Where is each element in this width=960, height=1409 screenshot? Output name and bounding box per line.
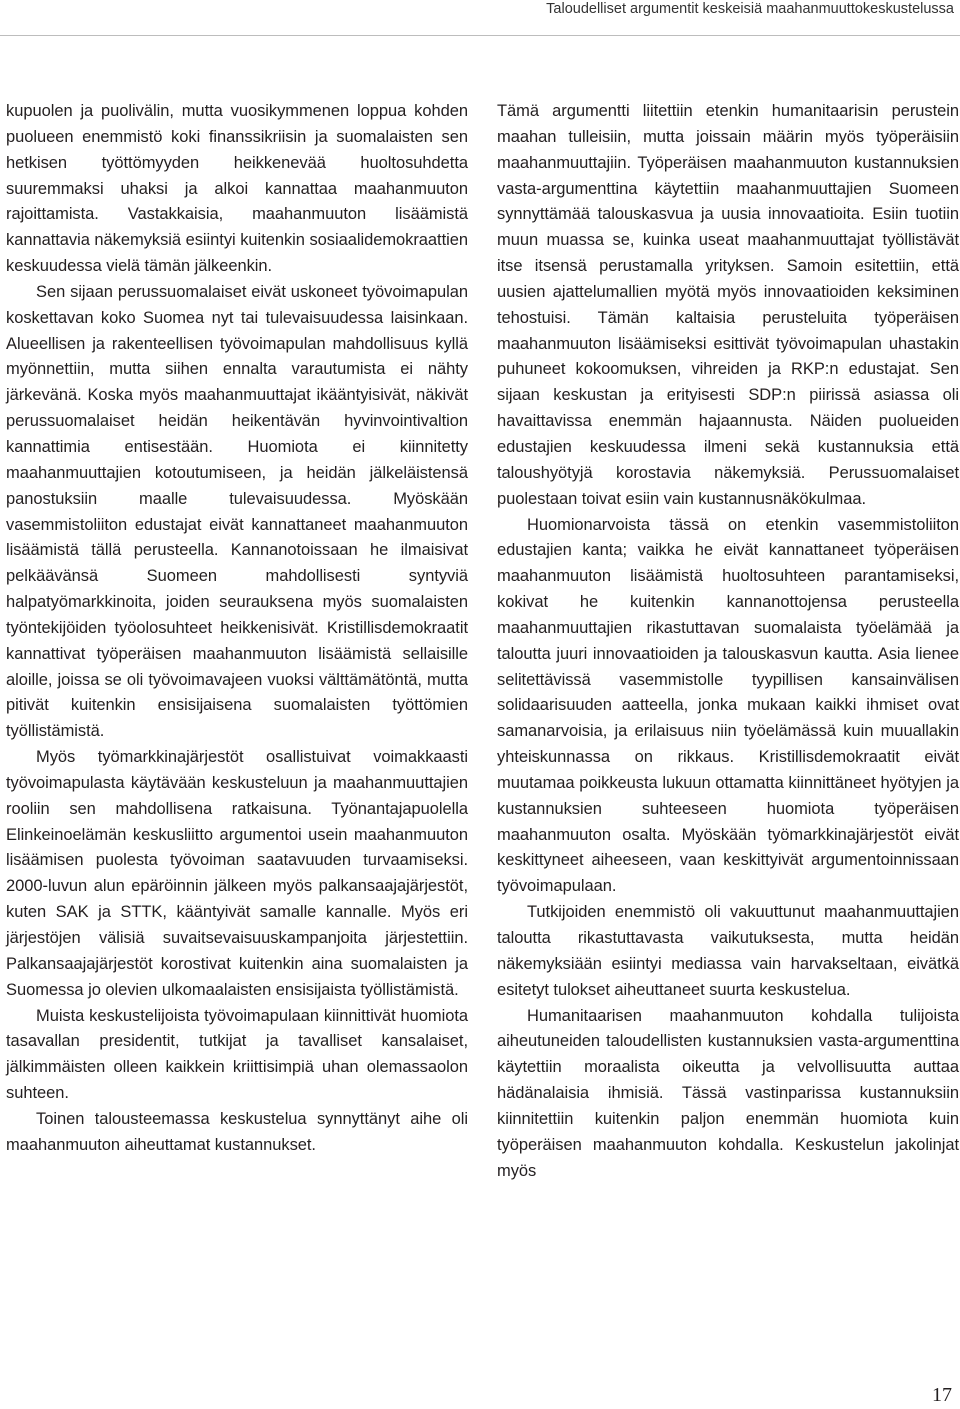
- paragraph: Humanitaarisen maahanmuuton kohdalla tulijoista aiheutuneiden taloudellisten kustannuksien vasta-argumenttina käytettiin moraalista oikeutta ja velvollisuutta auttaa hädänalaisia ihmisiä. Tässä vastinparissa kustannuksiin kiinnitettiin kuitenkin paljon enemmän huomiota kuin työperäisen maahanmuuton kohdalla. Keskustelun jakolinjat myös: [497, 1006, 959, 1180]
- page-number: 17: [932, 1384, 952, 1406]
- paragraph: Muista keskustelijoista työvoimapulaan kiinnittivät huomiota tasavallan presidentit, tutkijat ja tavalliset kansalaiset, jälkimmäisten olleen kaikkein kriittisimpiä uhan olemassaolon suhteen.: [6, 1006, 468, 1103]
- paragraph: Tutkijoiden enemmistö oli vakuuttunut maahanmuuttajien taloutta rikastuttavasta vaikutuksesta, mutta heidän näkemyksiään esiintyi mediassa vain harvakseltaan, eivätkä esitetyt tulokset aiheuttaneet suurta keskustelua.: [497, 903, 959, 999]
- text-column-left: [6, 99, 468, 1159]
- text-column-right: [497, 99, 959, 1184]
- paragraph: Tämä argumentti liitettiin etenkin humanitaarisin perustein maahan tulleisiin, mutta joissain määrin myös työperäisiin maahanmuuttajiin. Työperäisen maahanmuuton kustannuksien vasta-argumenttina käytettiin maahanmuuttajien Suomeen synnyttämää talouskasvua ja uusia innovaatioita. Esiin tuotiin muun muassa se, kuinka useat maahanmuuttajat työllistävät itse itsensä perustamalla yrityksen. Samoin esitettiin, että uusien ajattelumallien myötä myös innovaatioiden keksiminen tehostuisi. Tämän kaltaisia perusteluita työperäisen maahanmuuton lisäämiseksi esittivät työvoimapulan uhastakin puhuneet kokoomuksen, vihreiden ja RKP:n edustajat. Sen sijaan keskustan ja erityisesti SDP:n piirissä asiassa oli havaittavissa enemmän hajaannusta. Näiden puolueiden edustajien keskuudessa ilmeni sekä kustannuksia että taloushyötyjä korostavia näkemyksiä. Perussuomalaiset puolestaan toivat esiin vain kustannusnäkökulmaa.: [497, 102, 959, 508]
- running-header: [0, 0, 960, 36]
- paragraph: kupuolen ja puolivälin, mutta vuosikymmenen loppua kohden puolueen enemmistö koki finanssikriisin ja suomalaisten sen hetkisen työttömyyden heikkenevää huoltosuhdetta suuremmaksi uhaksi ja alkoi kannattaa maahanmuuton rajoittamista. Vastakkaisia, maahanmuuton lisäämistä kannattavia näkemyksiä esiintyi kuitenkin sosiaalidemokraattien keskuudessa vielä tämän jälkeenkin.: [6, 102, 468, 276]
- paragraph: Sen sijaan perussuomalaiset eivät uskoneet työvoimapulan koskettavan koko Suomea nyt tai tulevaisuudessa laisinkaan. Alueellisen ja rakenteellisen työvoimapulan mahdollisuus kyllä myönnettiin, mutta siihen ennalta varautumista ei nähty järkevänä. Koska myös maahanmuuttajat ikääntyisivät, näkivät perussuomalaiset heidän heikentävän hyvinvointivaltion kannattimia entisestään. Huomiota ei kiinnitetty maahanmuuttajien kotoutumiseen, ja heidän jälkeläistensä panostuksiin maalle tulevaisuudessa. Myöskään vasemmistoliiton edustajat eivät kannattaneet maahanmuuton lisäämistä tällä perusteella. Kannanotoissaan he ilmaisivat pelkäävänsä Suomeen mahdollisesti syntyviä halpatyömarkkinoita, joiden seurauksena myös suomalaisten työntekijöiden työolosuhteet heikkenisivät. Kristillisdemokraatit kannattivat työperäisen maahanmuuton lisäämistä sellaisille aloille, joissa se oli työvoimavajeen vuoksi välttämätöntä, mutta pitivät kuitenkin ensisijaisena suomalaisten työttömien työllistämistä.: [6, 282, 468, 741]
- running-title: Taloudelliset argumentit keskeisiä maahanmuuttokeskustelussa: [546, 1, 954, 17]
- paragraph: Myös työmarkkinajärjestöt osallistuivat voimakkaasti työvoimapulasta käytävään keskusteluun ja maahanmuuttajien rooliin sen mahdollisena ratkaisuna. Työnantajapuolella Elinkeinoelämän keskusliitto argumentoi usein maahanmuuton lisäämisen puolesta työvoiman saatavuuden turvaamiseksi. 2000-luvun alun epäröinnin jälkeen myös palkansaajajärjestöt, kuten SAK ja STTK, kääntyivät samalle kannalle. Myös eri järjestöjen välisiä suvaitsevaisuuskampanjoita järjestettiin. Palkansaajajärjestöt korostivat kuitenkin aina suomalaisten ja Suomessa jo olevien ulkomaalaisten ensisijaista työllistämistä.: [6, 748, 468, 999]
- paragraph: Huomionarvoista tässä on etenkin vasemmistoliiton edustajien kanta; vaikka he eivät kannattaneet työperäisen maahanmuuton lisäämistä huoltosuhteen parantamiseksi, kokivat he kuitenkin kannanottojensa perusteella maahanmuuttajien rikastuttavan suomalaista työelämää ja taloutta juuri innovaatioiden ja talouskasvun kautta. Asia lienee selitettävissä vasemmistolle tyypillisen kansainvälisen solidaarisuuden aatteella, jonka mukaan kaikki ihmiset ovat samanarvoisia, ja erilaisuus niin työelämässä kuin muuallakin yhteiskunnassa on rikkaus. Kristillisdemokraatit eivät muutamaa poikkeusta lukuun ottamatta kiinnittäneet hyötyjen ja kustannuksien suhteeseen huomiota työperäisen maahanmuuton osalta. Myöskään työmarkkinajärjestöt eivät keskittyneet aiheeseen, vaan keskittyivät argumentoinnissaan työvoimapulaan.: [497, 515, 959, 896]
- paragraph: Toinen talousteemassa keskustelua synnyttänyt aihe oli maahanmuuton aiheuttamat kustannukset.: [6, 1109, 468, 1154]
